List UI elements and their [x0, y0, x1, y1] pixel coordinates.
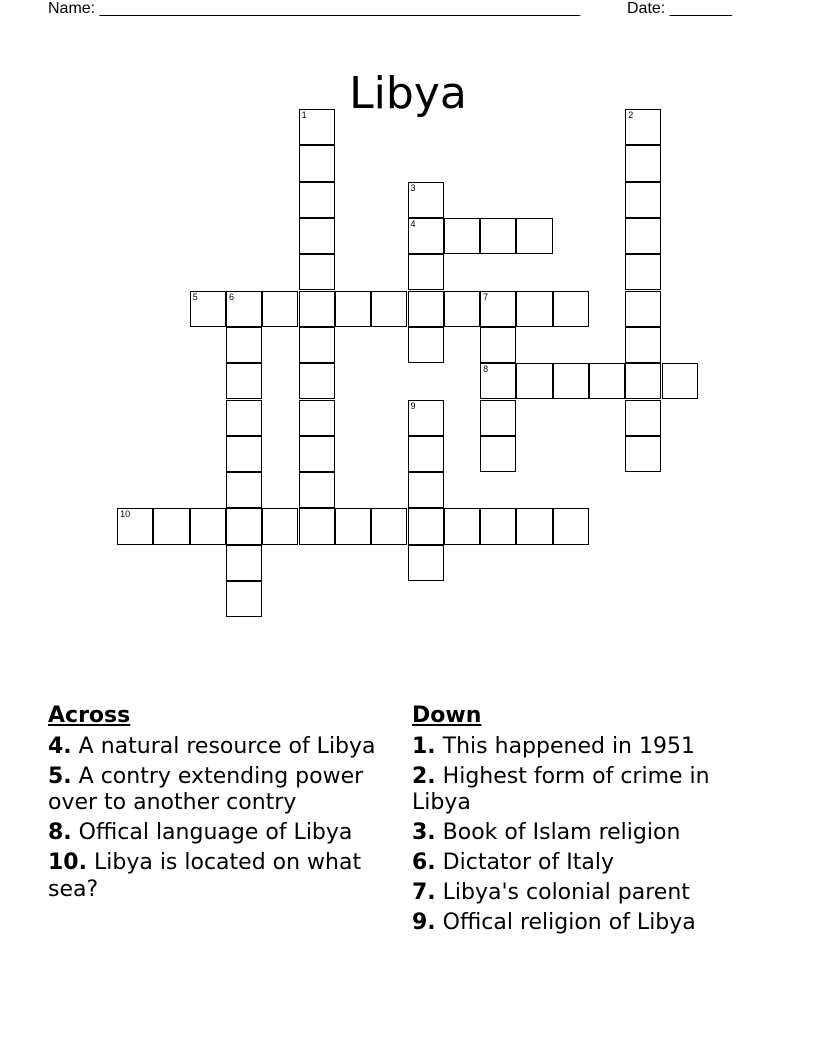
crossword-cell[interactable] — [226, 545, 262, 581]
clue-text: Book of Islam religion — [442, 820, 681, 845]
down-clue — [412, 734, 762, 761]
crossword-cell[interactable] — [625, 291, 661, 327]
clue-text: This happened in 1951 — [442, 733, 695, 759]
crossword-cell[interactable] — [553, 363, 589, 399]
clue-number: 7. — [412, 880, 436, 905]
crossword-cell[interactable] — [371, 508, 407, 544]
clue-text: A contry extending power over to another contry — [48, 763, 364, 815]
across-clue — [48, 850, 404, 903]
crossword-cell[interactable] — [480, 218, 516, 254]
crossword-cell[interactable] — [226, 472, 262, 508]
crossword-cell[interactable] — [408, 218, 444, 254]
down-heading: Down — [412, 703, 482, 728]
cell-number: 1 — [301, 110, 307, 121]
crossword-cell[interactable] — [553, 508, 589, 544]
crossword-cell[interactable] — [299, 254, 335, 290]
crossword-cell[interactable] — [335, 291, 371, 327]
crossword-cell[interactable] — [299, 363, 335, 399]
crossword-cell[interactable] — [299, 218, 335, 254]
cell-number: 7 — [483, 291, 489, 302]
crossword-cell[interactable] — [480, 436, 516, 472]
clue-text: Libya is located on what sea? — [48, 850, 362, 902]
across-clue — [48, 820, 404, 847]
down-clues — [412, 703, 762, 940]
crossword-cell[interactable] — [299, 508, 335, 544]
crossword-cell[interactable] — [408, 436, 444, 472]
crossword-cell[interactable] — [262, 291, 298, 327]
crossword-cell[interactable] — [516, 218, 552, 254]
across-heading: Across — [48, 703, 131, 728]
crossword-cell[interactable] — [190, 508, 226, 544]
crossword-cell[interactable] — [226, 581, 262, 617]
crossword-cell[interactable] — [625, 109, 661, 145]
name-field-label: Name: ______________________________________________________ — [48, 0, 581, 17]
crossword-cell[interactable] — [625, 182, 661, 218]
crossword-cell[interactable] — [226, 363, 262, 399]
crossword-cell[interactable] — [625, 400, 661, 436]
crossword-cell[interactable] — [226, 327, 262, 363]
cell-number: 4 — [410, 219, 416, 229]
down-clue — [412, 764, 762, 817]
crossword-cell[interactable] — [226, 508, 262, 544]
crossword-cell[interactable] — [226, 400, 262, 436]
down-clue — [412, 880, 762, 907]
crossword-cell[interactable] — [226, 436, 262, 472]
crossword-cell[interactable] — [299, 182, 335, 218]
cell-number: 6 — [229, 291, 235, 302]
cell-number: 3 — [410, 182, 416, 193]
crossword-cell[interactable] — [335, 508, 371, 544]
crossword-cell[interactable] — [444, 218, 480, 254]
clue-number: 4. — [48, 733, 72, 759]
cell-number: 2 — [628, 110, 634, 121]
crossword-cell[interactable] — [262, 508, 298, 544]
crossword-cell[interactable] — [299, 327, 335, 363]
clue-number: 6. — [412, 850, 436, 875]
crossword-cell[interactable] — [408, 254, 444, 290]
date-field-label: Date: _______ — [627, 0, 732, 17]
clue-text: Dictator of Italy — [442, 850, 614, 875]
clue-number: 5. — [48, 763, 72, 789]
crossword-cell[interactable] — [625, 218, 661, 254]
clue-number: 8. — [48, 820, 72, 845]
clue-number: 9. — [412, 910, 436, 935]
clue-number: 1. — [412, 733, 436, 759]
across-clue — [48, 734, 404, 761]
across-clues — [48, 703, 404, 907]
across-clue — [48, 764, 404, 817]
crossword-cell[interactable] — [153, 508, 189, 544]
crossword-cell[interactable] — [553, 291, 589, 327]
crossword-cell[interactable] — [516, 508, 552, 544]
crossword-cell[interactable] — [625, 436, 661, 472]
crossword-cell[interactable] — [226, 291, 262, 327]
crossword-cell[interactable] — [625, 145, 661, 181]
crossword-cell[interactable] — [299, 145, 335, 181]
crossword-cell[interactable] — [299, 109, 335, 145]
crossword-cell[interactable] — [408, 508, 444, 544]
crossword-cell[interactable] — [662, 363, 698, 399]
crossword-cell[interactable] — [444, 508, 480, 544]
crossword-cell[interactable] — [480, 291, 516, 327]
clue-number: 10. — [48, 850, 87, 875]
down-clue — [412, 820, 762, 847]
cell-number: 9 — [410, 400, 416, 411]
crossword-cell[interactable] — [516, 291, 552, 327]
crossword-cell[interactable] — [408, 400, 444, 436]
clue-text: Libya's colonial parent — [442, 880, 690, 905]
crossword-cell[interactable] — [299, 472, 335, 508]
crossword-cell[interactable] — [480, 400, 516, 436]
crossword-cell[interactable] — [480, 363, 516, 399]
crossword-cell[interactable] — [444, 291, 480, 327]
crossword-cell[interactable] — [516, 363, 552, 399]
crossword-cell[interactable] — [408, 327, 444, 363]
clue-text: Offical religion of Libya — [442, 910, 696, 935]
crossword-cell[interactable] — [480, 508, 516, 544]
crossword-cell[interactable] — [299, 436, 335, 472]
crossword-cell[interactable] — [480, 327, 516, 363]
crossword-cell[interactable] — [117, 508, 153, 544]
crossword-cell[interactable] — [408, 182, 444, 218]
clue-text: Offical language of Libya — [78, 820, 353, 845]
crossword-cell[interactable] — [408, 545, 444, 581]
clue-text: Highest form of crime in Libya — [412, 763, 710, 815]
crossword-cell[interactable] — [625, 254, 661, 290]
puzzle-title: Libya — [349, 68, 467, 120]
clue-text: A natural resource of Libya — [78, 733, 376, 759]
crossword-cell[interactable] — [299, 291, 335, 327]
clue-number: 2. — [412, 763, 436, 789]
crossword-cell[interactable] — [589, 363, 625, 399]
cell-number: 8 — [483, 364, 489, 375]
down-clue — [412, 850, 762, 877]
crossword-cell[interactable] — [408, 291, 444, 327]
down-clue — [412, 910, 762, 937]
crossword-cell[interactable] — [625, 363, 661, 399]
clue-number: 3. — [412, 820, 436, 845]
crossword-cell[interactable] — [371, 291, 407, 327]
cell-number: 10 — [120, 509, 131, 520]
cell-number: 5 — [192, 291, 198, 302]
crossword-cell[interactable] — [299, 400, 335, 436]
crossword-cell[interactable] — [190, 291, 226, 327]
crossword-cell[interactable] — [408, 472, 444, 508]
crossword-cell[interactable] — [625, 327, 661, 363]
